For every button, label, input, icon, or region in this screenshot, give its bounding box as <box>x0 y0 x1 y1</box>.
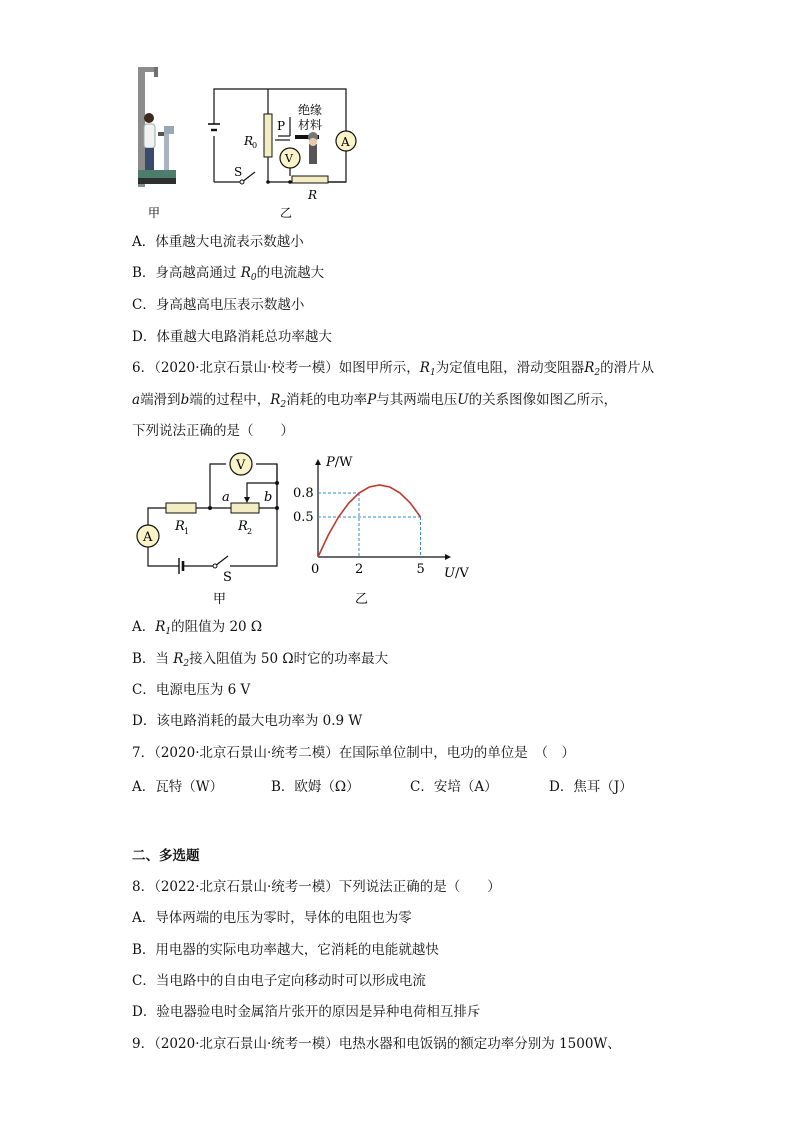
ammeter-label: A <box>143 530 153 545</box>
terminal-a-label: a <box>222 490 230 505</box>
q6-option-b[interactable]: B．当 $R_2$接入阻值为 50 Ω时它的功率最大 <box>132 651 389 669</box>
r-label: R <box>308 188 318 202</box>
q5-option-a[interactable]: A．体重越大电流表示数越小 <box>132 234 304 250</box>
q7-option-c[interactable]: C．安培（A） <box>410 779 498 795</box>
fig5-label-jia: 甲 <box>148 206 161 220</box>
q8-option-b[interactable]: B．用电器的实际电功率越大，它消耗的电能就越快 <box>132 942 439 958</box>
r0-label: R <box>244 134 254 148</box>
q8-stem: 8．（2022·北京石景山·统考一模）下列说法正确的是（ ） <box>132 879 501 895</box>
x-axis-arrow <box>445 554 451 560</box>
fig6-label-jia: 甲 <box>213 592 227 607</box>
y-axis-label: P/W <box>326 455 353 470</box>
q7-option-d[interactable]: D．焦耳（J） <box>549 779 633 795</box>
switch-label: S <box>234 165 243 179</box>
terminal-b-label: b <box>264 490 273 505</box>
y-axis-arrow <box>315 459 321 465</box>
x-axis-label: U/V <box>444 566 469 581</box>
y-tick-label: 0.5 <box>293 510 314 525</box>
figure-q6-circuit <box>130 445 300 610</box>
q7-option-b[interactable]: B．欧姆（Ω） <box>271 779 360 795</box>
q6-option-a[interactable]: A．$R_1$的阻值为 20 Ω <box>132 619 263 637</box>
q7-stem: 7．（2020·北京石景山·统考二模）在国际单位制中，电功的单位是 （ ） <box>132 745 576 761</box>
scale-photo <box>138 67 176 187</box>
x-tick-label: 2 <box>355 562 364 577</box>
q6-stem-line-3: 下列说法正确的是（ ） <box>132 423 294 439</box>
q6-stem-line-2: a端滑到b端的过程中，$R_2$消耗的电功率P与其两端电压U的关系图像如图乙所示， <box>132 392 618 410</box>
q9-stem: 9．（2020·北京石景山·统考一模）电热水器和电饭锅的额定功率分别为 1500W、 <box>132 1036 621 1052</box>
q5-option-c[interactable]: C．身高越高电压表示数越小 <box>132 297 305 313</box>
x-tick-label: 0 <box>311 562 320 577</box>
r2-sub: 2 <box>247 527 253 536</box>
switch-label: S <box>223 570 232 585</box>
fig5-label-yi: 乙 <box>280 206 293 220</box>
slider-p-label: P <box>277 119 286 133</box>
r2-label: R <box>238 519 248 534</box>
r0-sub: 0 <box>252 141 258 150</box>
r1-sub: 1 <box>184 527 190 536</box>
section-title-multi-choice: 二、多选题 <box>132 848 200 864</box>
fig6-label-yi: 乙 <box>355 592 369 607</box>
q5-option-b[interactable]: B．身高越高通过 $R_0$的电流越大 <box>132 265 325 283</box>
q8-option-c[interactable]: C．当电路中的自由电子定向移动时可以形成电流 <box>132 973 426 989</box>
x-tick-label: 5 <box>416 562 425 577</box>
power-curve <box>318 485 421 557</box>
voltmeter-label: V <box>236 458 246 473</box>
y-tick-label: 0.8 <box>293 486 314 501</box>
q8-option-a[interactable]: A．导体两端的电压为零时，导体的电阻也为零 <box>132 910 412 926</box>
q6-stem-line-1: 6．（2020·北京石景山·校考一模）如图甲所示，$R_1$为定值电阻，滑动变阻器$R_2$的滑片从 <box>132 360 655 378</box>
q6-option-c[interactable]: C．电源电压为 6 V <box>132 682 251 698</box>
figure-q5 <box>130 62 370 222</box>
q5-option-d[interactable]: D．体重越大电路消耗总功率越大 <box>132 329 332 345</box>
chart-series <box>318 485 421 557</box>
chart-labels <box>293 455 469 607</box>
q7-option-a[interactable]: A．瓦特（W） <box>132 779 224 795</box>
power-voltage-chart <box>285 445 469 610</box>
ammeter-label: A <box>341 135 350 149</box>
insulation-label-2: 材料 <box>298 118 323 132</box>
chart-axes <box>315 459 451 560</box>
voltmeter-label: V <box>285 152 293 165</box>
insulation-label-1: 绝缘 <box>298 103 323 117</box>
circuit-yi <box>208 89 346 182</box>
r1-label: R <box>175 519 185 534</box>
q6-option-d[interactable]: D．该电路消耗的最大电功率为 0.9 W <box>132 713 363 729</box>
q8-option-d[interactable]: D．验电器验电时金属箔片张开的原因是异种电荷相互排斥 <box>132 1004 481 1020</box>
